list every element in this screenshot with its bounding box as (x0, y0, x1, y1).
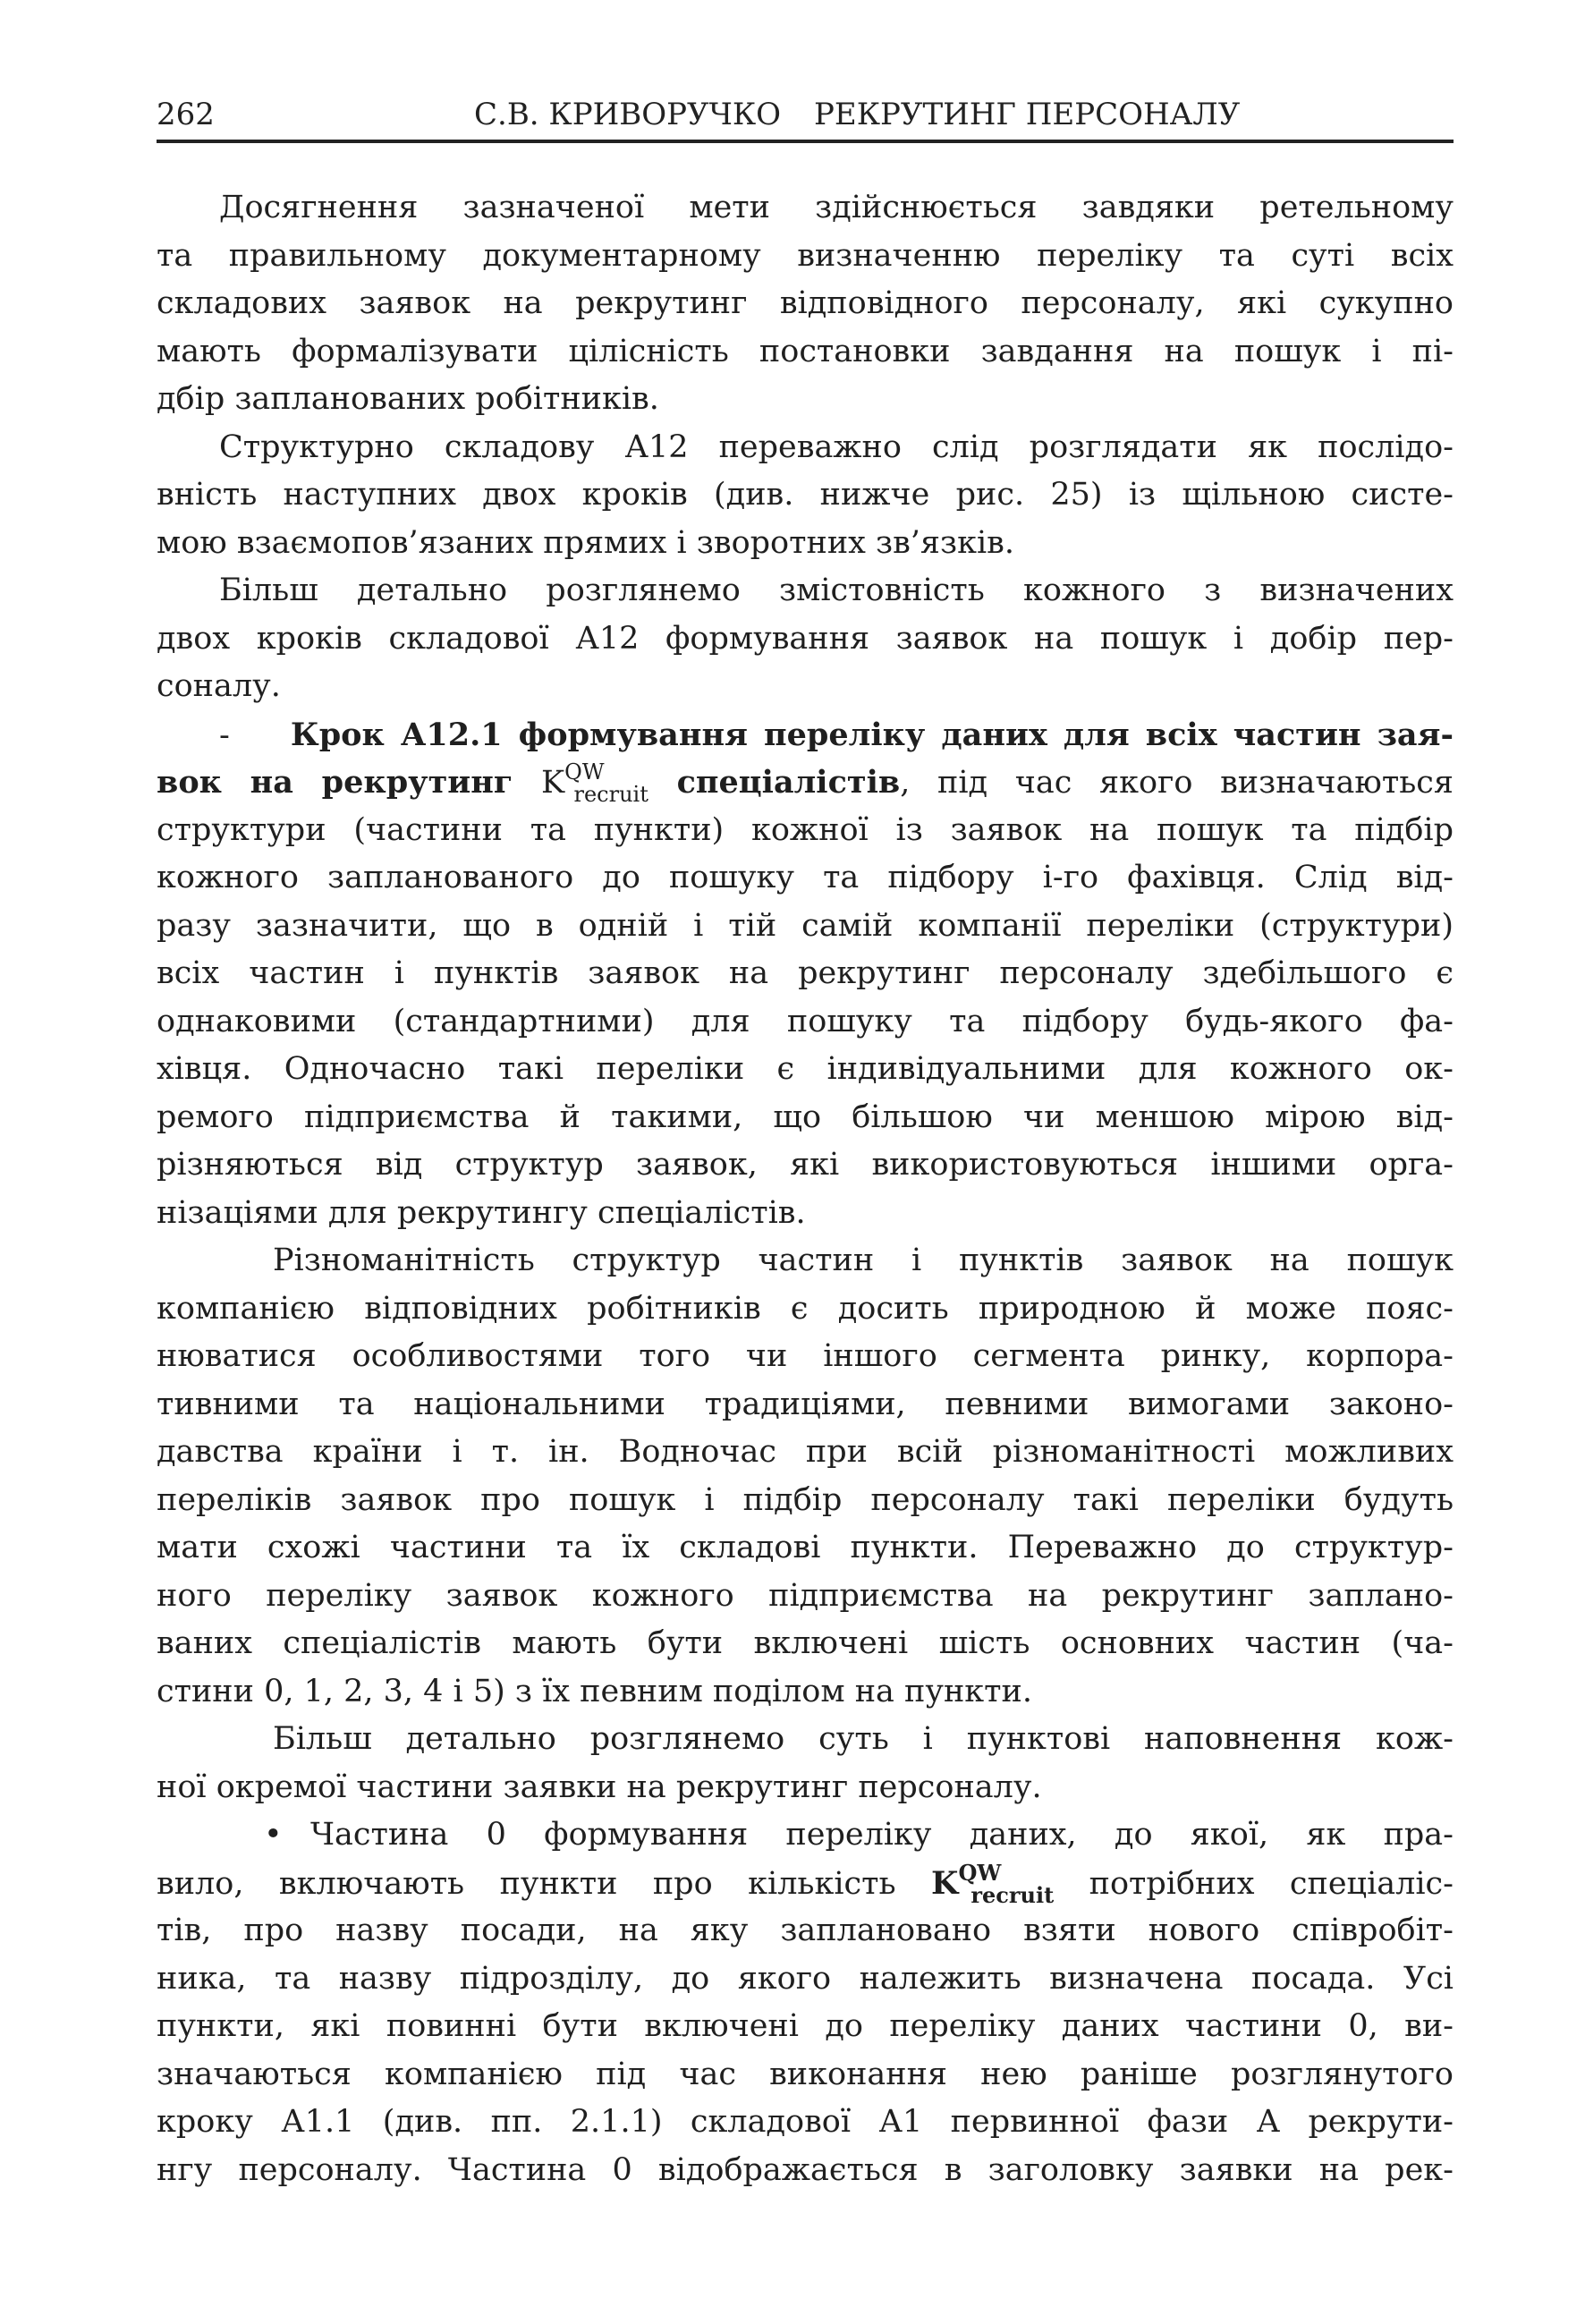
k-symbol: K (931, 1864, 959, 1902)
text-line: соналу. (157, 668, 281, 704)
text-line: стини 0, 1, 2, 3, 4 і 5) з їх певним поділом на пункти. (157, 1673, 1032, 1709)
text-line: переліків заявок про пошук і підбір персоналу такі переліки будуть (157, 1481, 1454, 1518)
text-line: Структурно складову А12 переважно слід розглядати як послідо- (219, 428, 1454, 465)
text-line (157, 1860, 1454, 1908)
text-line: ремого підприємства й такими, що більшою чи меншою мірою від- (157, 1098, 1454, 1135)
running-header (157, 97, 1454, 143)
text-line: компанією відповідних робітників є досить природною й може пояс- (157, 1290, 1454, 1327)
text-line: двох кроків складової А12 формування заявок на пошук і добір пер- (157, 620, 1454, 657)
step-heading-cont: вок на рекрутинг (157, 764, 541, 801)
text-line: давства країни і т. ін. Водночас при всій різноманітності можливих (157, 1434, 1454, 1470)
text-line: кожного запланованого до пошуку та підбору і-го фахівця. Слід від- (157, 860, 1454, 895)
paragraph-1 (157, 184, 1454, 424)
text-line: разу зазначити, що в одній і тій самій компанії переліки (структури) (157, 907, 1454, 944)
paragraph-2 (157, 424, 1454, 568)
text-line: нюватися особливостями того чи іншого сегмента ринку, корпора- (157, 1338, 1454, 1374)
text-line: Більш детально розглянемо суть і пунктові наповнення кож- (273, 1721, 1454, 1757)
step-heading: Крок А12.1 формування переліку даних для всіх частин зая- (290, 716, 1454, 753)
text-line: значаються компанією під час виконання нею раніше розглянутого (157, 2056, 1454, 2092)
text-line: тивними та національними традиціями, певними вимогами законо- (157, 1386, 1454, 1422)
text-line: та правильному документарному визначенню переліку та суті всіх (157, 237, 1454, 274)
bullet-mark: • (264, 1817, 283, 1853)
text-line: Різноманітність структур частин і пунктів заявок на пошук (273, 1243, 1454, 1278)
paragraph-5 (157, 1716, 1454, 1811)
text-line: різняються від структур заявок, які використовуються іншими орга- (157, 1147, 1454, 1183)
step-heading-end: спеціалістів (648, 764, 901, 801)
step-text: , під час якого визначаються (900, 765, 1454, 801)
text-line: дбір запланованих робітників. (157, 381, 659, 417)
text-line: ної окремої частини заявки на рекрутинг персоналу. (157, 1768, 1042, 1805)
bullet-text-a: вило, включають пункти про кількість (157, 1865, 932, 1902)
list-dash: - (219, 717, 230, 753)
header-title: РЕКРУТИНГ ПЕРСОНАЛУ (814, 97, 1241, 132)
text-line: вність наступних двох кроків (див. нижче рис. 25) із щільною систе- (157, 477, 1454, 513)
text-line: нгу персоналу. Частина 0 відображається в заголовку заявки на рек- (157, 2151, 1454, 2188)
bullet-text: Частина 0 формування переліку даних, до якої, як пра- (310, 1817, 1454, 1853)
body-text (157, 184, 1454, 2194)
k-superscript: QW (958, 1859, 1002, 1886)
text-line: структури (частини та пункти) кожної із заявок на пошук та підбір (157, 811, 1454, 848)
text-line (157, 711, 1454, 759)
text-line: складових заявок на рекрутинг відповідного персоналу, які сукупно (157, 285, 1454, 321)
text-line: ваних спеціалістів мають бути включені шість основних частин (ча- (157, 1625, 1454, 1661)
text-line: тів, про назву посади, на яку заплановано взяти нового співробіт- (157, 1913, 1454, 1948)
text-line: ника, та назву підрозділу, до якого належить визначена посада. Усі (157, 1960, 1454, 1997)
step-a12-1 (157, 711, 1454, 1238)
k-subscript: recruit (573, 782, 648, 807)
page-number: 262 (157, 97, 215, 132)
bullet-text-b: потрібних спеціаліс- (1054, 1865, 1454, 1902)
text-line: хівця. Одночасно такі переліки є індивідуальними для кожного ок- (157, 1051, 1454, 1087)
text-line: кроку А1.1 (див. пп. 2.1.1) складової А1 первинної фази А рекрути- (157, 2104, 1454, 2140)
text-line: нізаціями для рекрутингу спеціалістів. (157, 1194, 806, 1231)
text-line: пункти, які повинні бути включені до переліку даних частини 0, ви- (157, 2008, 1454, 2044)
k-superscript: QW (564, 759, 605, 785)
text-line: Досягнення зазначеної мети здійснюється завдяки ретельному (219, 190, 1454, 225)
text-line (157, 759, 1454, 807)
k-symbol: K (541, 765, 565, 801)
text-line: всіх частин і пунктів заявок на рекрутинг персоналу здебільшого є (157, 955, 1454, 991)
text-line: мою взаємопов’язаних прямих і зворотних зв’язків. (157, 524, 1014, 561)
text-line: мати схожі частини та їх складові пункти. Переважно до структур- (157, 1530, 1454, 1565)
text-line: однаковими (стандартними) для пошуку та підбору будь-якого фа- (157, 1003, 1454, 1039)
bullet-part-0 (157, 1811, 1454, 2194)
text-line: Більш детально розглянемо змістовність кожного з визначених (219, 573, 1454, 608)
text-line: мають формалізувати цілісність постановки завдання на пошук і пі- (157, 333, 1454, 369)
text-line (157, 1811, 1454, 1860)
k-subscript: recruit (970, 1881, 1055, 1908)
paragraph-3 (157, 567, 1454, 711)
paragraph-4 (157, 1237, 1454, 1716)
text-line: ного переліку заявок кожного підприємства на рекрутинг заплано- (157, 1577, 1454, 1614)
header-author: С.В. КРИВОРУЧКО (474, 97, 782, 132)
